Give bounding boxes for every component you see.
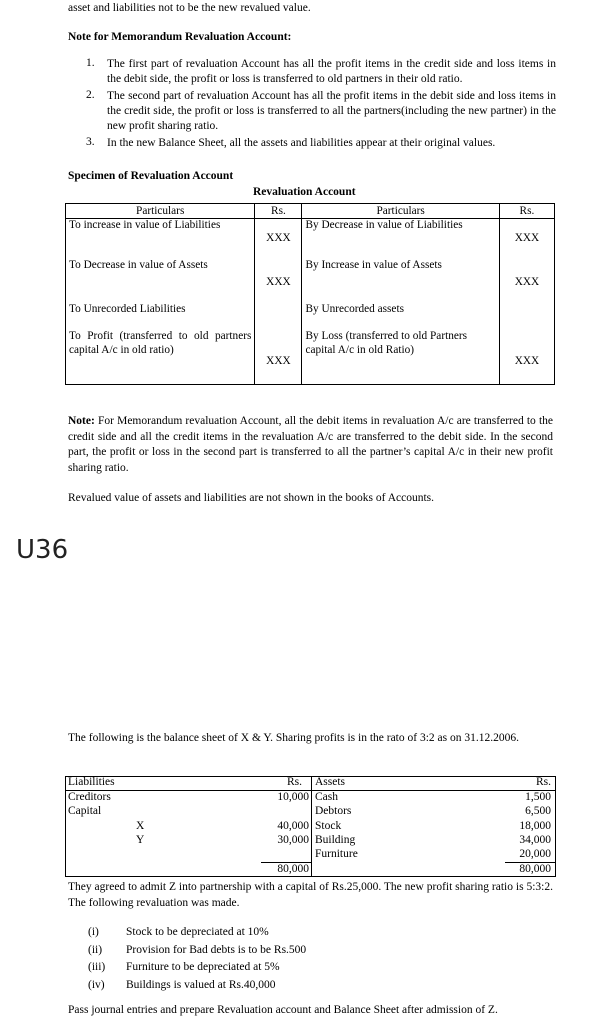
debit-amount: XXX — [255, 219, 302, 260]
handwritten-mark-text: U36 — [16, 535, 69, 565]
header-rs-assets: Rs. — [536, 776, 552, 788]
table-row — [66, 219, 555, 260]
note-heading: Note for Memorandum Revaluation Account: — [68, 31, 292, 43]
handwritten-mark — [16, 537, 68, 563]
note-point-text: The second part of revaluation Account has all the profit items in the debit side and loss items in the credit side, the profit or loss is transferred to all the partners(including the new partner) in the new profit sharing ratio. — [107, 90, 556, 132]
specimen-heading: Specimen of Revaluation Account — [68, 170, 234, 182]
liability-sub: Y — [136, 834, 145, 846]
table-row — [66, 259, 555, 303]
debit-particular: To increase in value of Liabilities — [66, 219, 255, 260]
item-number: (iv) — [88, 978, 105, 991]
agreement-text: They agreed to admit Z into partnership with a capital of Rs.25,000. The new profit sharing ratio is 5:3:2. The following revaluation was made. — [68, 881, 553, 909]
final-instruction: Pass journal entries and prepare Revaluation account and Balance Sheet after admission of Z. — [68, 1004, 498, 1016]
revaluation-title: Revaluation Account — [253, 186, 356, 198]
note-point — [86, 57, 556, 87]
note-point-number: 1. — [86, 57, 95, 69]
item-text: Provision for Bad debts is to be Rs.500 — [126, 943, 307, 956]
table-row — [66, 330, 555, 385]
liability-amount: 10,000 — [277, 791, 309, 803]
debit-amount: XXX — [255, 259, 302, 303]
note-label: Note: — [68, 415, 95, 427]
header-particulars-right: Particulars — [302, 204, 499, 219]
credit-particular: By Decrease in value of Liabilities — [302, 219, 499, 260]
revaluation-table — [65, 203, 555, 385]
liability-sub: X — [136, 820, 145, 832]
credit-amount — [499, 303, 554, 330]
memorandum-note — [68, 414, 553, 476]
debit-particular: To Decrease in value of Assets — [66, 259, 255, 303]
asset-amount: 20,000 — [519, 848, 551, 860]
header-rs-left: Rs. — [255, 204, 302, 219]
asset-label: Cash — [315, 791, 338, 803]
intro-line: asset and liabilities not to be the new revalued value. — [68, 2, 311, 14]
asset-amount: 1,500 — [525, 791, 551, 803]
credit-particular: By Loss (transferred to old Partners capital A/c in old Ratio) — [302, 330, 499, 385]
revaluation-items-list — [88, 924, 306, 994]
note-point-text: In the new Balance Sheet, all the assets and liabilities appear at their original values. — [107, 137, 496, 149]
debit-particular: To Profit (transferred to old partners capital A/c in old ratio) — [66, 330, 255, 385]
credit-amount: XXX — [499, 330, 554, 385]
header-assets: Assets — [315, 776, 346, 788]
note-points-list — [86, 57, 556, 151]
liability-label: Capital — [68, 805, 102, 817]
note-point-number: 3. — [86, 136, 95, 148]
item-text: Stock to be depreciated at 10% — [126, 926, 269, 938]
asset-label: Building — [315, 834, 356, 846]
header-rs-right: Rs. — [499, 204, 554, 219]
credit-amount: XXX — [499, 219, 554, 260]
credit-amount: XXX — [499, 259, 554, 303]
assets-total: 80,000 — [519, 863, 551, 875]
note-text: For Memorandum revaluation Account, all the debit items in revaluation A/c are transferred to the credit side and all the credit items in the revaluation A/c are transferred to the debit side. In the second part, the profit or loss in the second part is transferred to all the partner’s capital A/c in their new profit sharing ratio. — [68, 415, 553, 474]
note-point — [86, 89, 556, 134]
header-particulars-left: Particulars — [66, 204, 255, 219]
credit-particular: By Increase in value of Assets — [302, 259, 499, 303]
liabilities-total: 80,000 — [277, 863, 309, 875]
note-point-text: The first part of revaluation Account has all the profit items in the credit side and loss items in the debit side, the profit or loss is transferred to old partners in their old ratio. — [107, 58, 556, 85]
asset-amount: 18,000 — [519, 820, 551, 832]
note-point — [86, 136, 556, 151]
liability-amount: 40,000 — [277, 820, 309, 832]
credit-particular: By Unrecorded assets — [302, 303, 499, 330]
note-point-number: 2. — [86, 89, 95, 101]
debit-particular: To Unrecorded Liabilities — [66, 303, 255, 330]
liability-amount: 30,000 — [277, 834, 309, 846]
question-intro: The following is the balance sheet of X & Y. Sharing profits is in the rato of 3:2 as on 31.12.2006. — [68, 732, 519, 744]
item-number: (iii) — [88, 961, 106, 973]
debit-amount: XXX — [255, 330, 302, 385]
list-item — [88, 959, 306, 977]
header-rs-liabilities: Rs. — [287, 776, 303, 788]
item-text: Furniture to be depreciated at 5% — [126, 961, 280, 973]
asset-amount: 6,500 — [525, 805, 551, 817]
debit-amount — [255, 303, 302, 330]
list-item — [88, 942, 306, 960]
asset-label: Furniture — [315, 848, 358, 860]
revalued-line: Revalued value of assets and liabilities are not shown in the books of Accounts. — [68, 492, 435, 504]
center-divider — [311, 776, 312, 877]
table-row — [66, 303, 555, 330]
item-number: (ii) — [88, 943, 103, 956]
list-item — [88, 977, 306, 995]
item-number: (i) — [88, 926, 99, 938]
liability-label: Creditors — [68, 791, 111, 803]
asset-amount: 34,000 — [519, 834, 551, 846]
asset-label: Debtors — [315, 805, 352, 817]
item-text: Buildings is valued at Rs.40,000 — [126, 978, 276, 991]
header-liabilities: Liabilities — [68, 776, 115, 788]
asset-label: Stock — [315, 820, 342, 832]
balance-sheet — [65, 776, 556, 877]
list-item — [88, 924, 306, 942]
